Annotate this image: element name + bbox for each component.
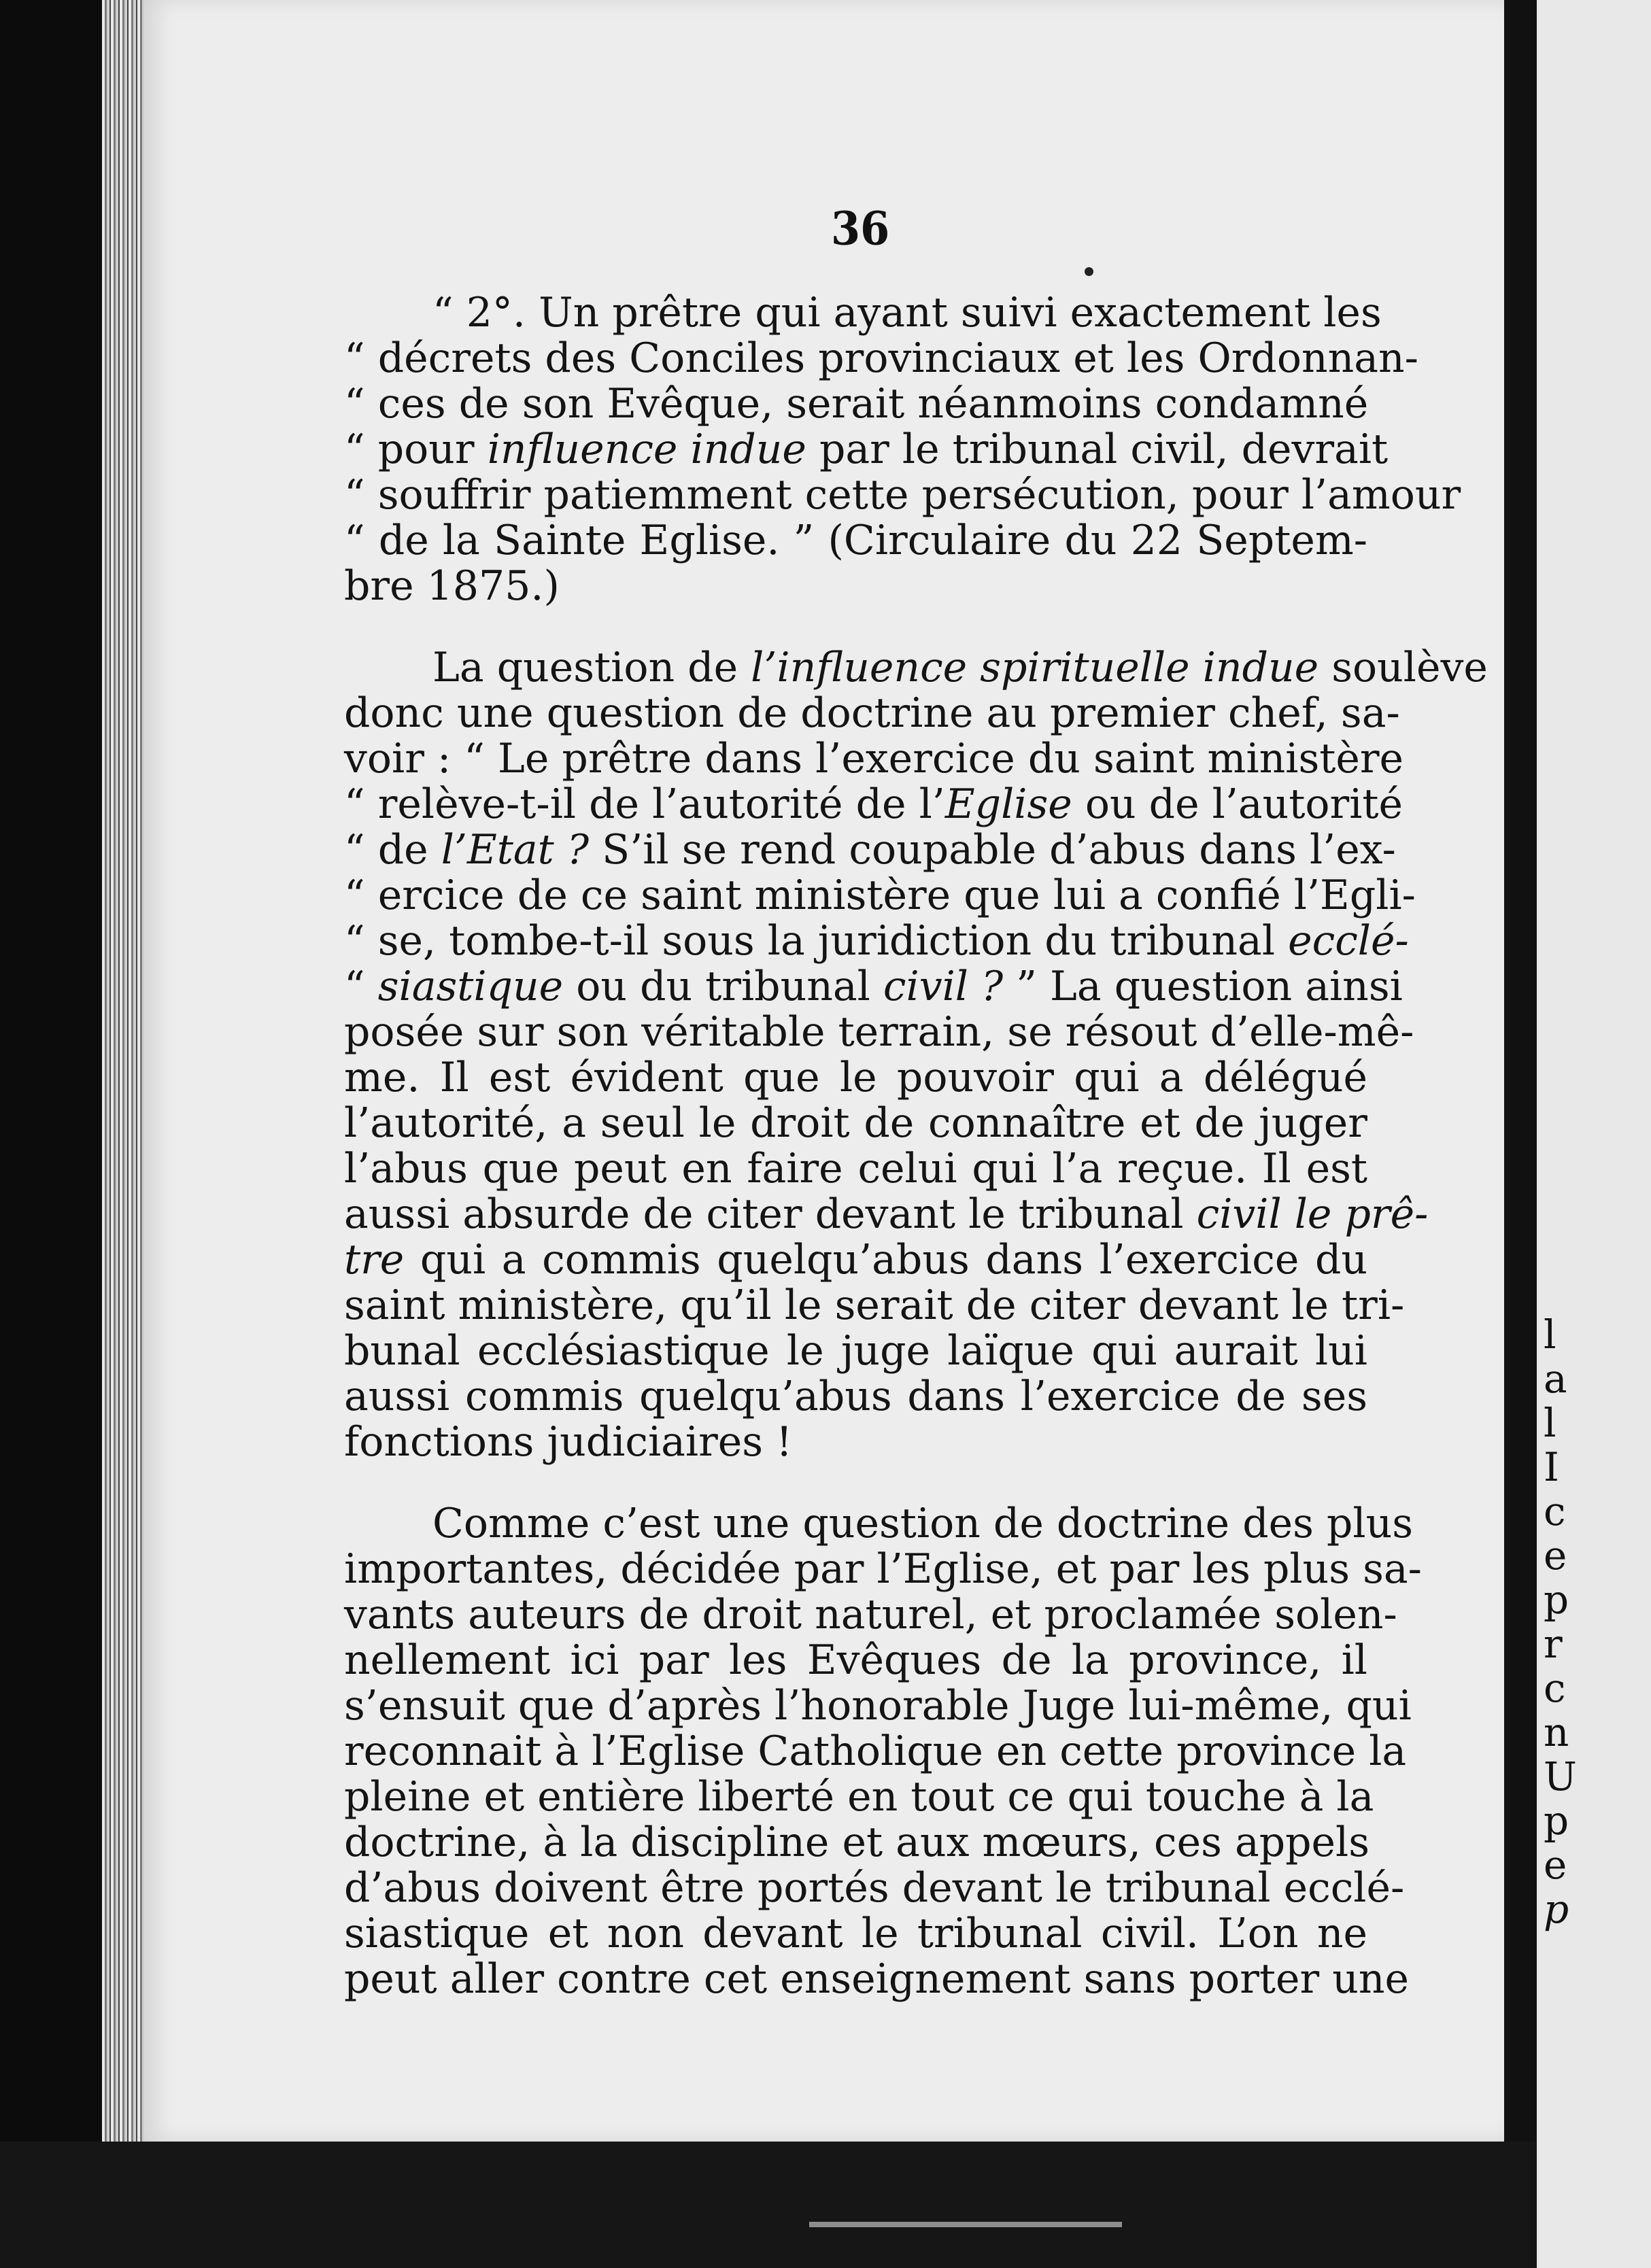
text-line: “ décrets des Conciles provinciaux et les Ordonnan- [344,334,1418,382]
text-line: donc une question de doctrine au premier chef, sa- [344,689,1400,737]
text-line: siastique et non devant le tribunal civil. L’on ne [344,1910,1367,1957]
paragraph [344,1500,1422,2003]
text-line: “ ercice de ce saint ministère que lui a confié l’Egli- [344,872,1416,919]
text-line: saint ministère, qu’il le serait de citer devant le tri- [344,1282,1405,1329]
page-body [344,289,1488,2003]
next-page-fragment: p [1544,1577,1569,1623]
text-line: nellement ici par les Evêques de la province, il [344,1636,1367,1684]
text-line: “ ces de son Evêque, serait néanmoins condamné [344,380,1369,428]
book-left-edge [0,0,102,2268]
text-line: “ pour influence indue par le tribunal civil, devrait [344,426,1389,473]
text-line: voir : “ Le prêtre dans l’exercice du saint ministère [344,735,1404,783]
text-line: doctrine, à la discipline et aux mœurs, ces appels [344,1819,1370,1866]
text-line: “ relève-t-il de l’autorité de l’Eglise ou de l’autorité [344,780,1403,828]
paragraph [344,289,1461,610]
next-page-fragment: r [1544,1621,1563,1667]
text-line: “ siastique ou du tribunal civil ? ” La question ainsi [344,963,1403,1010]
text-line: importantes, décidée par l’Eglise, et par les plus sa- [344,1545,1422,1593]
text-line: peut aller contre cet enseignement sans porter une [344,1955,1410,2003]
book-gutter [1504,0,1537,2268]
next-page-fragment: I [1544,1444,1559,1490]
text-line: bunal ecclésiastique le juge laïque qui aurait lui [344,1327,1367,1375]
text-line: bre 1875.) [344,562,560,610]
text-line: vants auteurs de droit naturel, et proclamée solen- [344,1591,1397,1638]
next-page-fragment: c [1544,1665,1566,1711]
next-page-fragment: p [1544,1886,1569,1932]
next-page-fragment: n [1544,1709,1569,1755]
next-page-fragment: p [1544,1798,1569,1844]
next-page-fragment: e [1544,1532,1567,1579]
text-line: “ souffrir patiemment cette persécution, pour l’amour [344,471,1461,519]
text-line: tre qui a commis quelqu’abus dans l’exercice du [344,1236,1367,1284]
next-page-fragment: c [1544,1488,1566,1534]
text-line: “ 2°. Un prêtre qui ayant suivi exactement les [432,289,1382,337]
text-line: posée sur son véritable terrain, se résout d’elle-mê- [344,1008,1414,1056]
text-line: Comme c’est une question de doctrine des plus [432,1500,1414,1547]
text-line: “ de l’Etat ? S’il se rend coupable d’abus dans l’ex- [344,826,1396,874]
next-page-fragment: l [1544,1400,1556,1446]
next-page-edge [1537,0,1651,2268]
scan-bottom [0,2142,1537,2268]
paragraph [344,644,1488,1466]
text-line: aussi commis quelqu’abus dans l’exercice de ses [344,1373,1367,1420]
text-line: l’abus que peut en faire celui qui l’a reçue. Il est [344,1145,1367,1192]
text-line: pleine et entière liberté en tout ce qui touche à la [344,1773,1374,1821]
next-page-fragment: l [1544,1311,1556,1358]
page-number: 36 [831,202,890,256]
text-line: reconnait à l’Eglise Catholique en cette province la [344,1728,1407,1775]
text-line: s’ensuit que d’après l’honorable Juge lui-même, qui [344,1682,1412,1730]
text-line: La question de l’influence spirituelle indue soulève [432,644,1488,691]
text-line: “ de la Sainte Eglise. ” (Circulaire du 22 Septem- [344,517,1367,564]
text-line: fonctions judiciaires ! [344,1418,793,1466]
bottom-mark [809,2222,1122,2227]
text-line: “ se, tombe-t-il sous la juridiction du tribunal ecclé- [344,917,1409,965]
text-line: d’abus doivent être portés devant le tribunal ecclé- [344,1864,1405,1912]
text-line: l’autorité, a seul le droit de connaître et de juger [344,1099,1367,1147]
next-page-fragment: a [1544,1356,1567,1402]
next-page-fragment: e [1544,1842,1567,1888]
page-edges [102,0,144,2142]
text-line: me. Il est évident que le pouvoir qui a délégué [344,1054,1367,1101]
text-line: aussi absurde de citer devant le tribunal civil le prê- [344,1190,1429,1238]
next-page-fragment: U [1544,1753,1577,1800]
ink-dot [1085,267,1093,276]
